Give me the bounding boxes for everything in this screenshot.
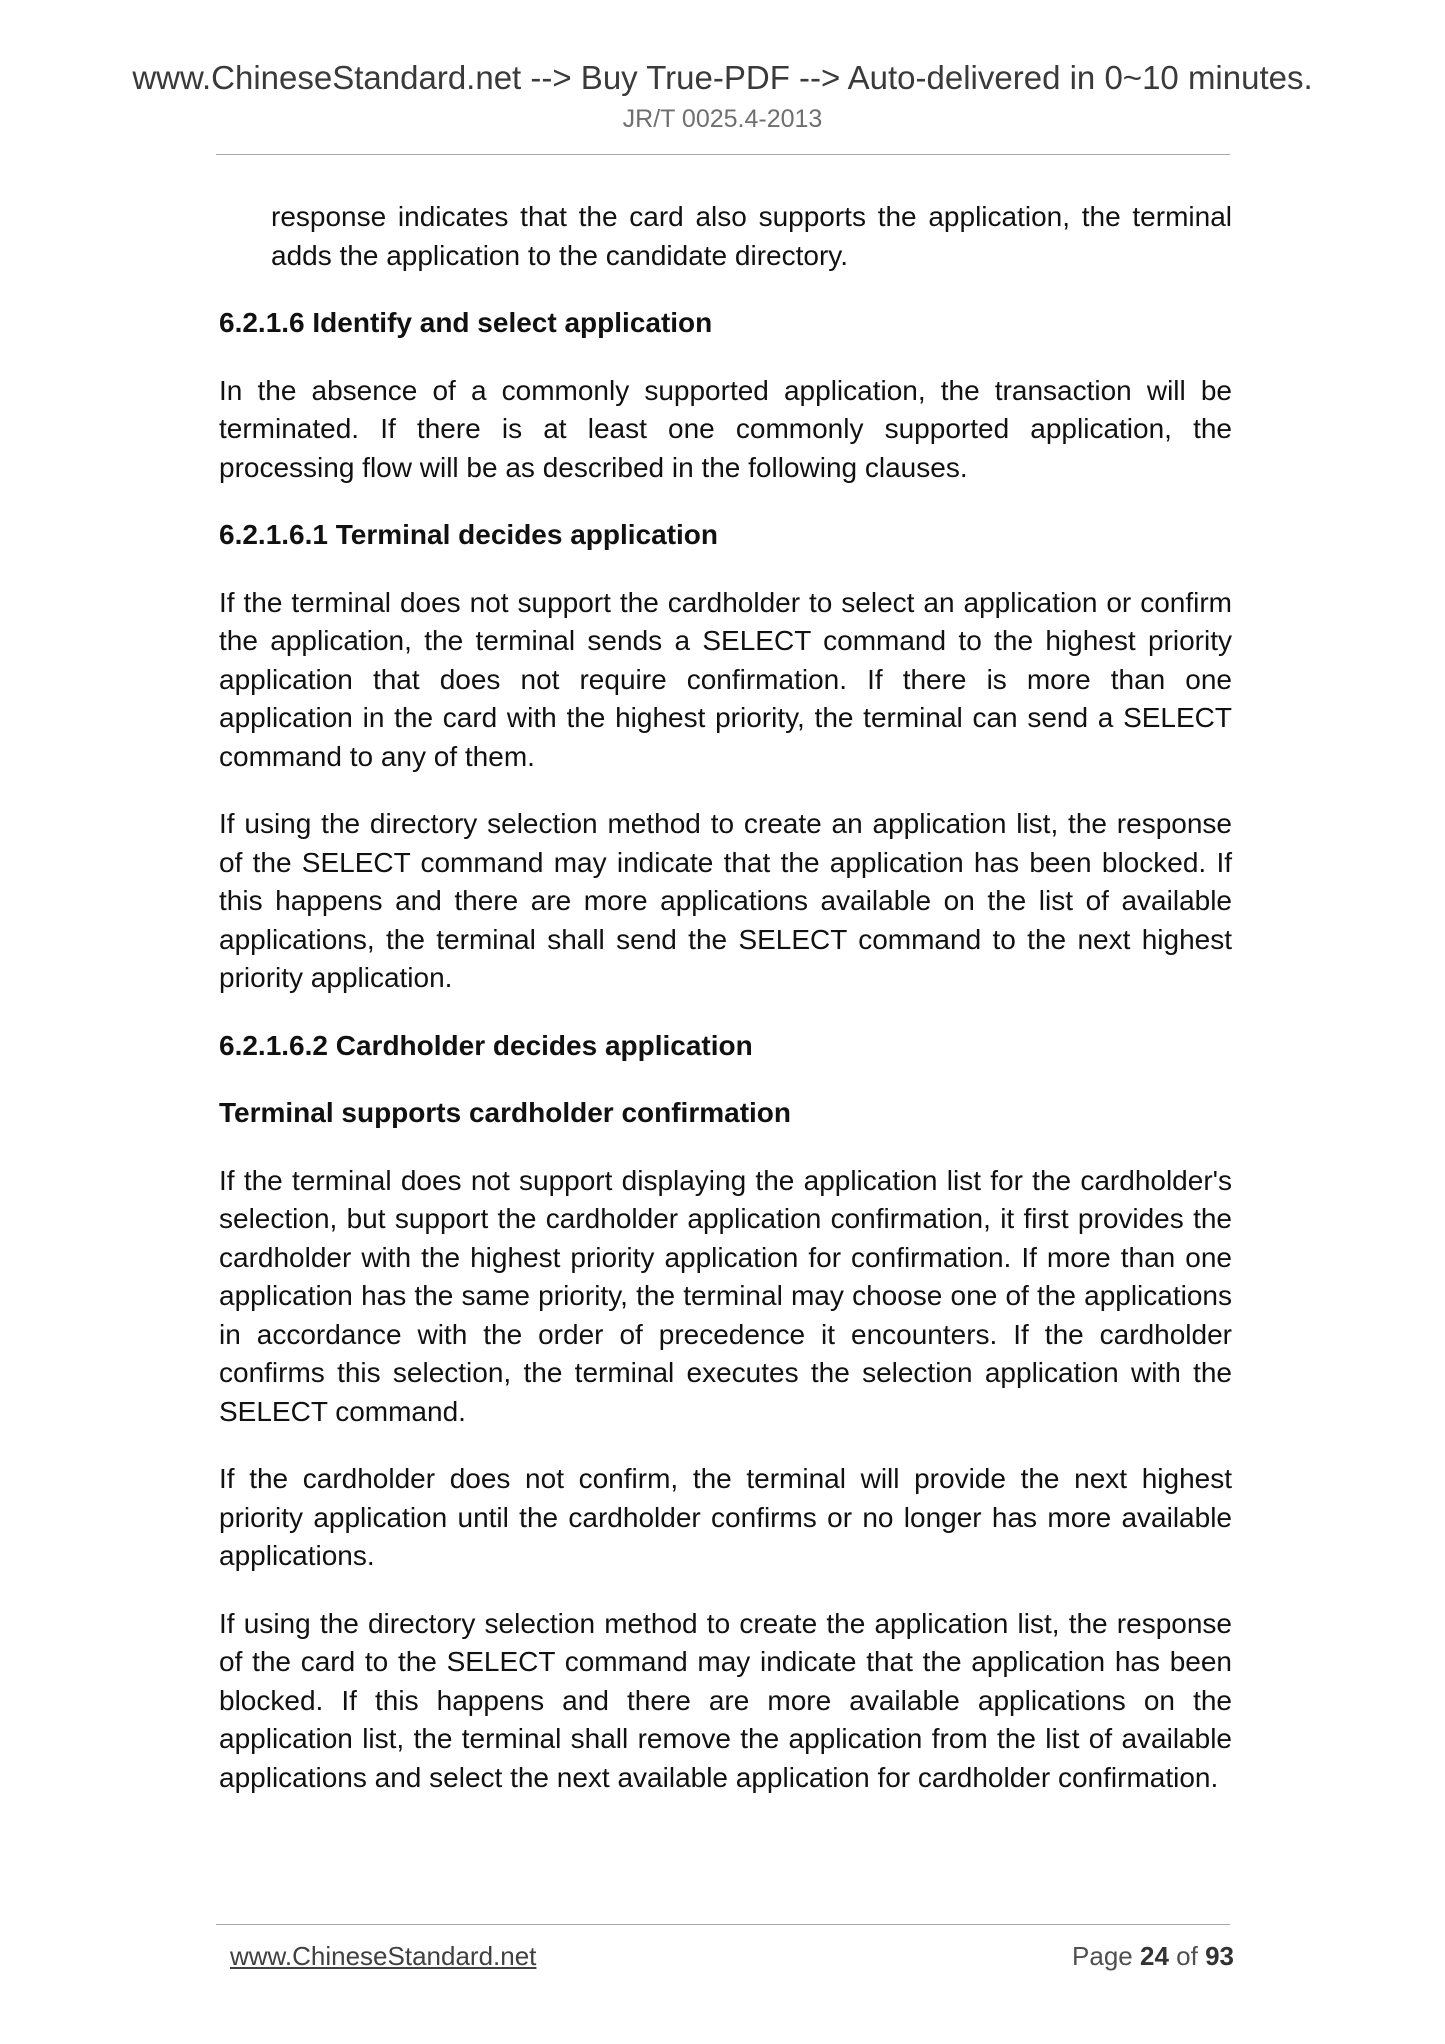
footer-site-link[interactable]: www.ChineseStandard.net [230, 1941, 537, 1971]
page-total: 93 [1205, 1941, 1234, 1971]
paragraph-6-2-1-6-1-b: If using the directory selection method to create an application list, the response of the SELECT command may indicate that the application has been blocked. If this happens and there are more applications available on the list of available applications, the terminal shall send the SELECT command to the next highest priority application. [219, 808, 1232, 993]
document-number: JR/T 0025.4-2013 [622, 105, 823, 133]
paragraph-6-2-1-6: In the absence of a commonly supported application, the transaction will be terminated. If there is at least one commonly supported application, the processing flow will be as described in the following clauses. [219, 374, 1232, 483]
paragraph-confirmation-c: If using the directory selection method to create the application list, the response of the card to the SELECT command may indicate that the application has been blocked. If this happens and there are more available applications on the application list, the terminal shall remove the application from the list of available applications and select the next available application for cardholder confirmation. [219, 1607, 1232, 1793]
page-indicator [1072, 1939, 1234, 1973]
page-current: 24 [1140, 1941, 1169, 1971]
paragraph-6-2-1-6-1-a: If the terminal does not support the cardholder to select an application or confirm the application, the terminal sends a SELECT command to the highest priority application that does not require confirmation. If there is more than one application in the card with the highest priority, the terminal can send a SELECT command to any of them. [219, 586, 1232, 772]
heading-6-2-1-6: 6.2.1.6 Identify and select application [219, 307, 713, 338]
heading-6-2-1-6-1: 6.2.1.6.1 Terminal decides application [219, 519, 719, 550]
header-banner: www.ChineseStandard.net --> Buy True-PDF --> Auto-delivered in 0~10 minutes. [132, 59, 1313, 96]
footer-divider [216, 1924, 1230, 1925]
paragraph-confirmation-b: If the cardholder does not confirm, the terminal will provide the next highest priority application until the cardholder confirms or no longer has more available applications. [219, 1463, 1232, 1571]
page-content [219, 198, 1232, 1826]
subheading-cardholder-confirmation: Terminal supports cardholder confirmation [219, 1097, 792, 1128]
paragraph-confirmation-a: If the terminal does not support displaying the application list for the cardholder's selection, but support the cardholder application confirmation, it first provides the cardholder with the highest priority application for confirmation. If more than one application has the same priority, the terminal may choose one of the applications in accordance with the order of precedence it encounters. If the cardholder confirms this selection, the terminal executes the selection application with the SELECT command. [219, 1164, 1232, 1427]
page-of: of [1176, 1941, 1198, 1971]
heading-6-2-1-6-2: 6.2.1.6.2 Cardholder decides application [219, 1029, 753, 1061]
page-label: Page [1072, 1941, 1133, 1971]
header-divider [216, 154, 1230, 155]
continued-paragraph: response indicates that the card also supports the application, the terminal adds the application to the candidate directory. [271, 201, 1232, 271]
